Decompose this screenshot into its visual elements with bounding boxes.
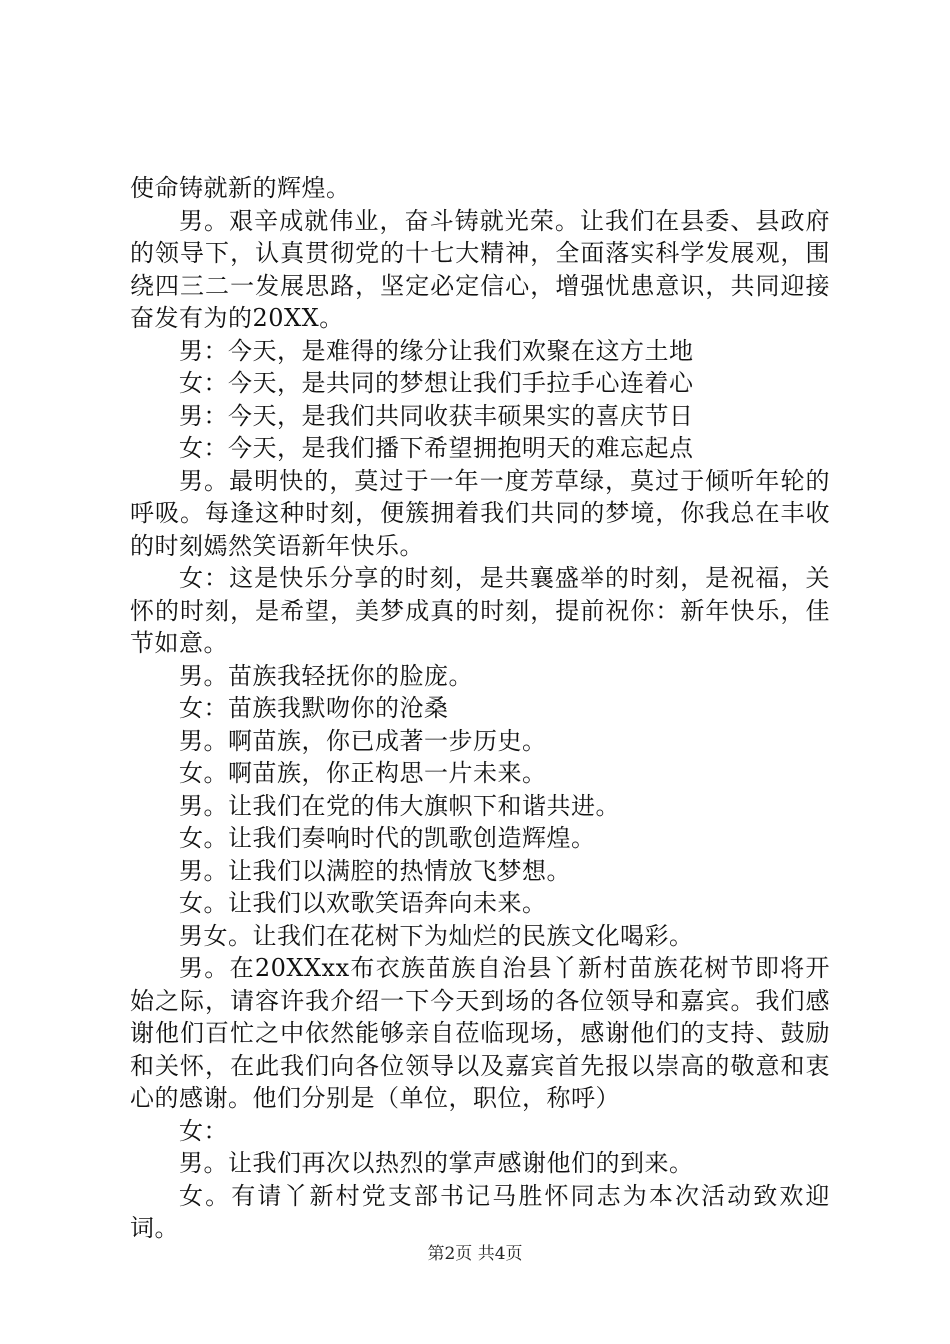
paragraph: 男：今天，是我们共同收获丰硕果实的喜庆节日	[179, 401, 694, 430]
paragraph: 男。啊苗族，你已成著一步历史。	[179, 726, 547, 755]
paragraph: 男女。让我们在花树下为灿烂的民族文化喝彩。	[179, 921, 694, 950]
paragraph: 女：今天，是共同的梦想让我们手拉手心连着心	[179, 369, 694, 397]
page-footer	[0, 1244, 950, 1264]
paragraph: 女。啊苗族，你正构思一片未来。	[179, 759, 547, 787]
paragraph: 男：今天，是难得的缘分让我们欢聚在这方土地	[179, 336, 694, 365]
paragraph: 男。在20XXxx布衣族苗族自治县丫新村苗族花树节即将开始之际，请容许我介绍一下今天到场的各位领导和嘉宾。我们感谢他们百忙之中依然能够亲自莅临现场，感谢他们的支持、鼓励和关怀，在此我们向各位领导以及嘉宾首先报以崇高的敬意和衷心的感谢。他们分别是（单位，职位，称呼）	[130, 954, 830, 1112]
paragraph: 男。最明快的，莫过于一年一度芳草绿，莫过于倾听年轮的呼吸。每逢这种时刻，便簇拥着我们共同的梦境，你我总在丰收的时刻嫣然笑语新年快乐。	[130, 466, 830, 560]
paragraph: 女：苗族我默吻你的沧桑	[179, 694, 449, 722]
paragraph: 女。有请丫新村党支部书记马胜怀同志为本次活动致欢迎词。	[130, 1181, 830, 1242]
page-number: 第2页 共4页	[427, 1244, 523, 1264]
paragraph: 男。苗族我轻抚你的脸庞。	[179, 661, 473, 690]
paragraph: 男。艰辛成就伟业，奋斗铸就光荣。让我们在县委、县政府的领导下，认真贯彻党的十七大精神，全面落实科学发展观，围绕四三二一发展思路，坚定必定信心，增强忧患意识，共同迎接奋发有为的20XX。	[130, 206, 830, 332]
document-body	[130, 172, 830, 1245]
paragraph: 女。让我们以欢歌笑语奔向未来。	[179, 889, 547, 917]
paragraph: 女。让我们奏响时代的凯歌创造辉煌。	[179, 824, 596, 852]
paragraph: 女：这是快乐分享的时刻，是共襄盛举的时刻，是祝福，关怀的时刻，是希望，美梦成真的时刻，提前祝你：新年快乐，佳节如意。	[130, 564, 830, 657]
paragraph: 男。让我们以满腔的热情放飞梦想。	[179, 856, 571, 885]
paragraph: 女：今天，是我们播下希望拥抱明天的难忘起点	[179, 434, 694, 462]
paragraph: 男。让我们在党的伟大旗帜下和谐共进。	[179, 791, 620, 820]
paragraph: 使命铸就新的辉煌。	[130, 174, 351, 202]
paragraph: 女：	[179, 1116, 228, 1145]
paragraph: 男。让我们再次以热烈的掌声感谢他们的到来。	[179, 1149, 694, 1177]
